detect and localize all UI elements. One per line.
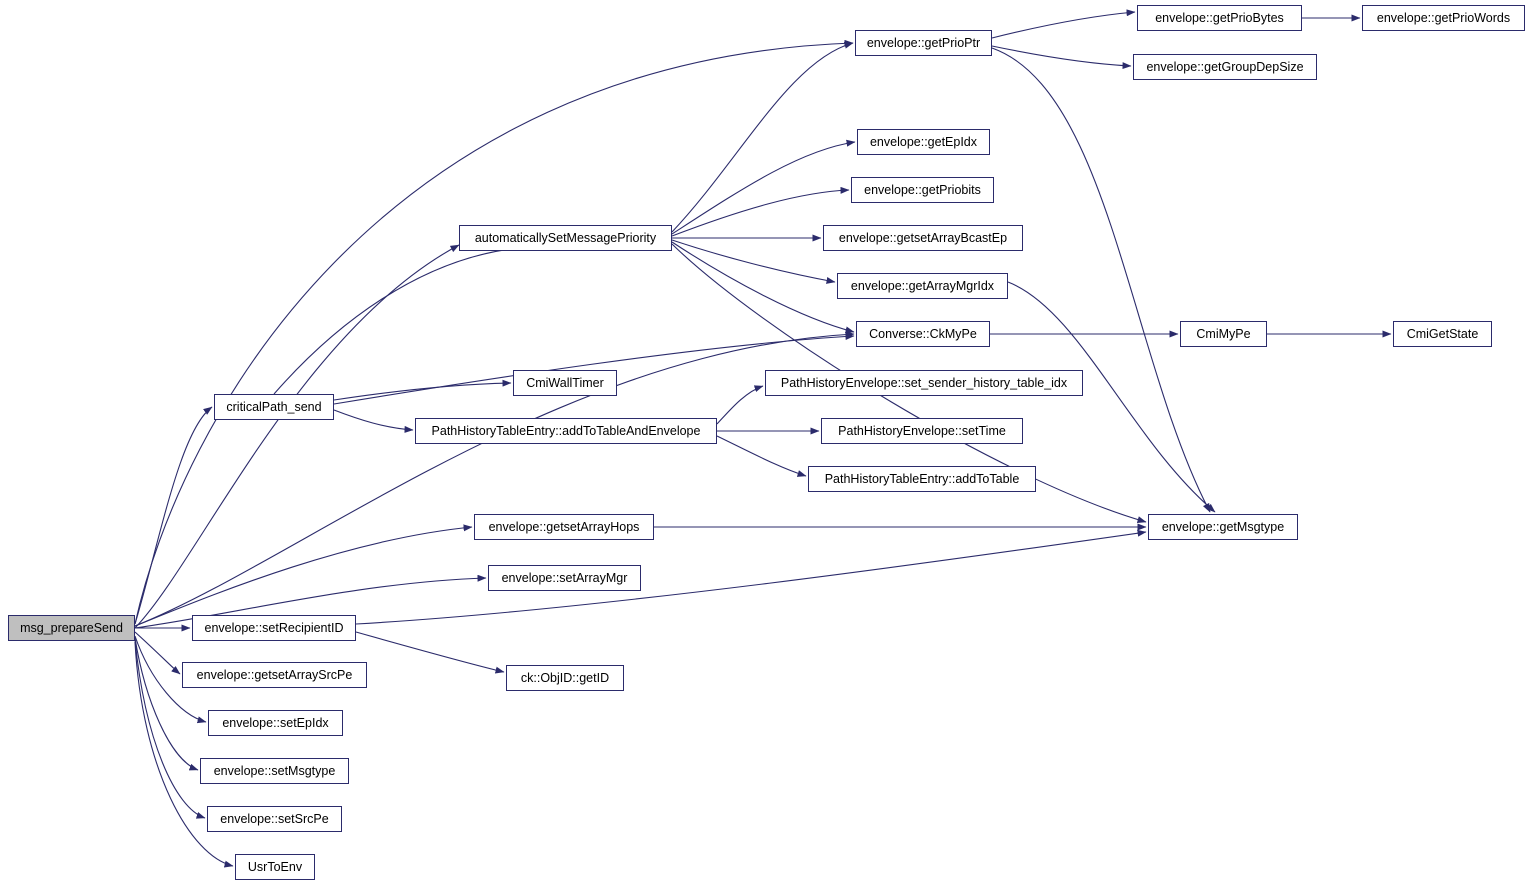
graph-node-getarraymgridx[interactable]: envelope::getArrayMgrIdx	[837, 273, 1008, 299]
graph-node-set_sender_history_table_idx[interactable]: PathHistoryEnvelope::set_sender_history_table_idx	[765, 370, 1083, 396]
graph-node-getpriobits[interactable]: envelope::getPriobits	[851, 177, 994, 203]
graph-node-getmsgtype[interactable]: envelope::getMsgtype	[1148, 514, 1298, 540]
graph-node-addtotable[interactable]: PathHistoryTableEntry::addToTable	[808, 466, 1036, 492]
graph-node-settime[interactable]: PathHistoryEnvelope::setTime	[821, 418, 1023, 444]
graph-node-msg_preparesend[interactable]: msg_prepareSend	[8, 615, 135, 641]
graph-node-cmimype[interactable]: CmiMyPe	[1180, 321, 1267, 347]
graph-node-getsetarrayhops[interactable]: envelope::getsetArrayHops	[474, 514, 654, 540]
graph-node-addtotableandenvelope[interactable]: PathHistoryTableEntry::addToTableAndEnvelope	[415, 418, 717, 444]
graph-node-cmiwalltimer[interactable]: CmiWallTimer	[513, 370, 617, 396]
graph-node-ckmype[interactable]: Converse::CkMyPe	[856, 321, 990, 347]
graph-node-getpriowords[interactable]: envelope::getPrioWords	[1362, 5, 1525, 31]
graph-node-getepidx[interactable]: envelope::getEpIdx	[857, 129, 990, 155]
graph-node-usrtoenv[interactable]: UsrToEnv	[235, 854, 315, 880]
graph-node-setrecipientid[interactable]: envelope::setRecipientID	[192, 615, 356, 641]
graph-node-getsetarraybcastep[interactable]: envelope::getsetArrayBcastEp	[823, 225, 1023, 251]
graph-node-setarraymgr[interactable]: envelope::setArrayMgr	[488, 565, 641, 591]
graph-node-criticalpath_send[interactable]: criticalPath_send	[214, 394, 334, 420]
graph-node-getprioptr[interactable]: envelope::getPrioPtr	[855, 30, 992, 56]
graph-node-setsrcpe[interactable]: envelope::setSrcPe	[207, 806, 342, 832]
graph-node-getgroupdepsize[interactable]: envelope::getGroupDepSize	[1133, 54, 1317, 80]
graph-node-automaticallysetmessagepriority[interactable]: automaticallySetMessagePriority	[459, 225, 672, 251]
graph-node-getsetarraysrcpe[interactable]: envelope::getsetArraySrcPe	[182, 662, 367, 688]
graph-node-getid[interactable]: ck::ObjID::getID	[506, 665, 624, 691]
graph-node-getpriobytes[interactable]: envelope::getPrioBytes	[1137, 5, 1302, 31]
graph-node-cmigetstate[interactable]: CmiGetState	[1393, 321, 1492, 347]
graph-node-setepidx[interactable]: envelope::setEpIdx	[208, 710, 343, 736]
graph-node-setmsgtype[interactable]: envelope::setMsgtype	[200, 758, 349, 784]
